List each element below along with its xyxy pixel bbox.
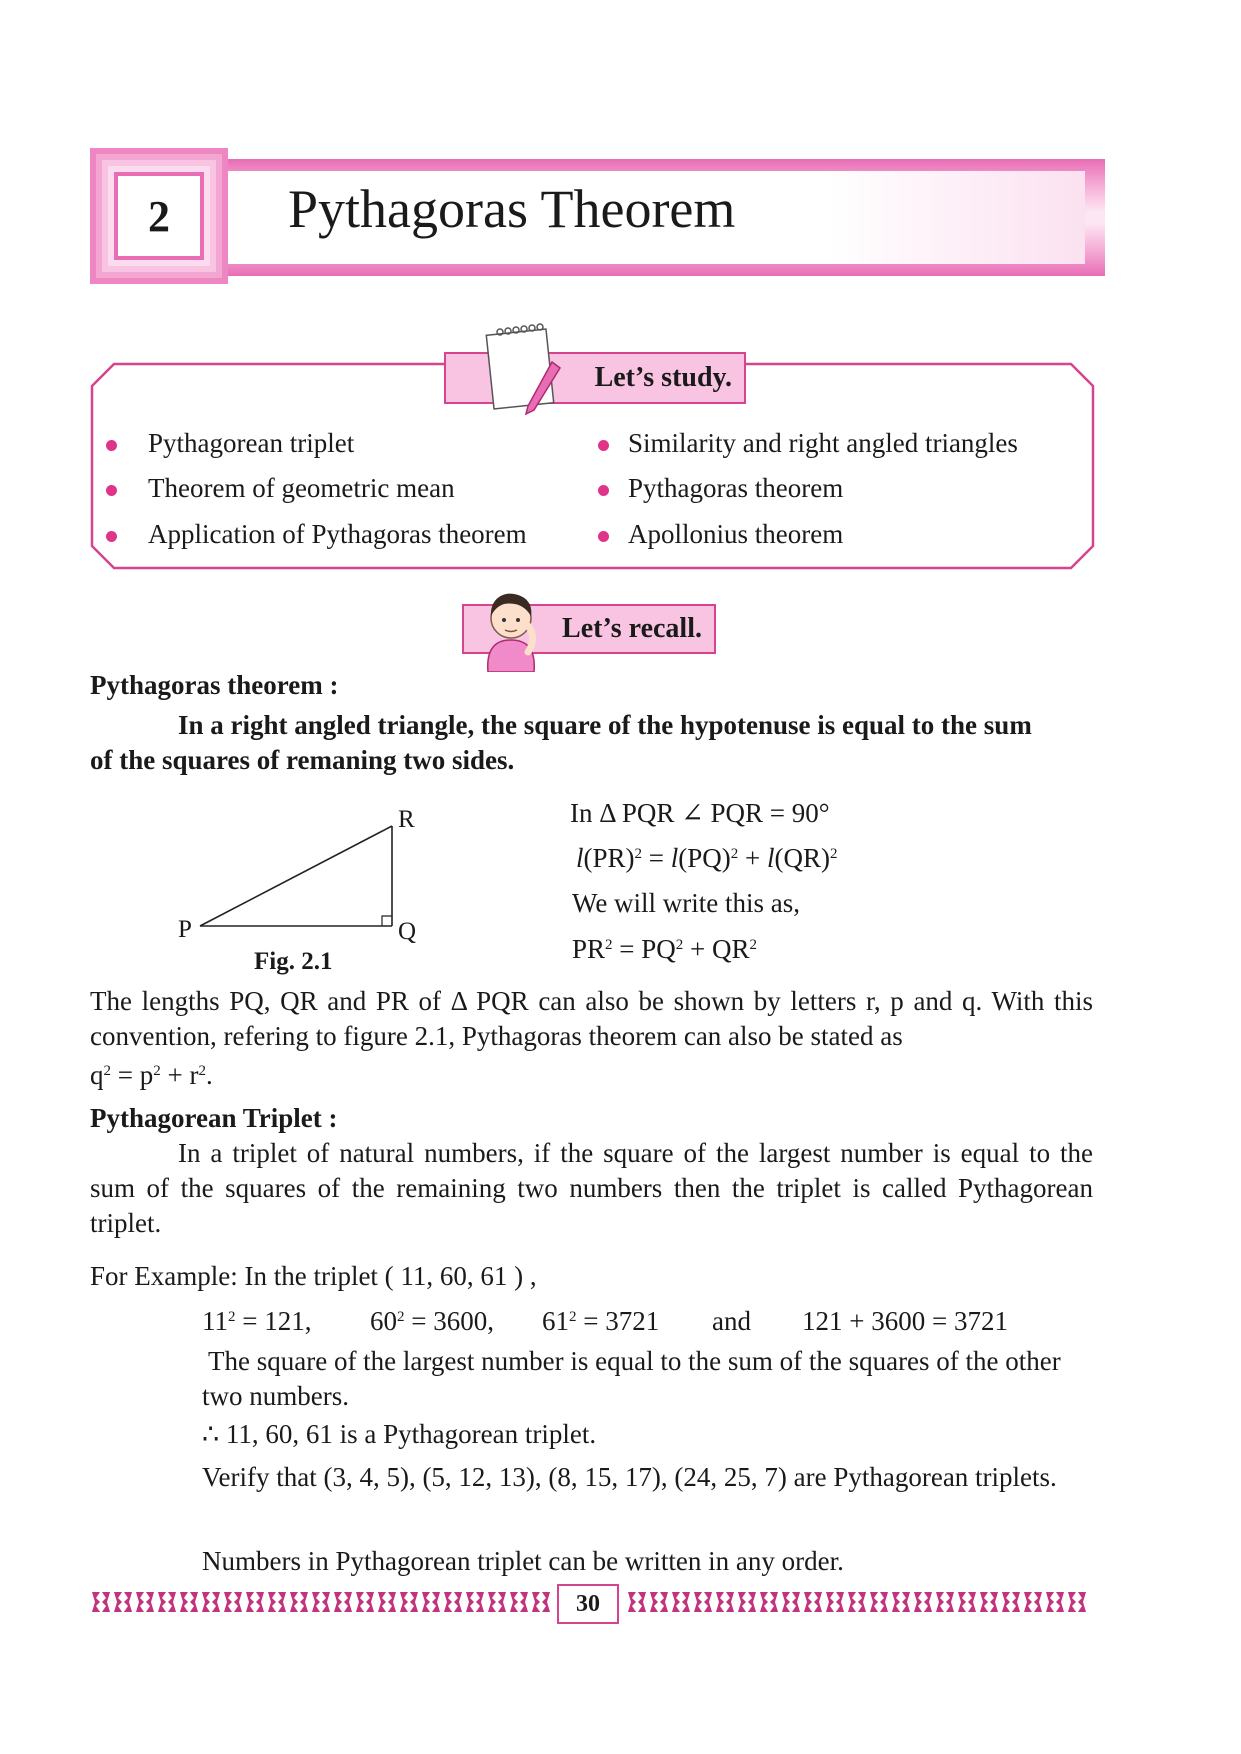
conclusion-text: ∴ 11, 60, 61 is a Pythagorean triplet. <box>202 1419 597 1449</box>
study-item: Apollonius theorem <box>628 519 844 549</box>
footer-ornament-right <box>626 1590 1088 1614</box>
example-intro: For Example: In the triplet ( 11, 60, 61 ) , <box>90 1261 537 1291</box>
triplet-heading: Pythagorean Triplet : <box>90 1103 338 1133</box>
convention-formula: $q^2 = p^2 + r^2$. <box>90 1060 213 1090</box>
lets-recall-label: Let’s recall. <box>462 604 716 654</box>
theorem-heading: Pythagoras theorem : <box>90 670 339 700</box>
thinking-boy-icon <box>478 586 544 672</box>
vertex-label-r: R <box>398 806 415 833</box>
calc-and: and <box>712 1306 751 1336</box>
study-item: Similarity and right angled triangles <box>628 428 1018 458</box>
chapter-number: 2 <box>118 176 200 256</box>
notepad-icon <box>484 322 572 418</box>
verify-text: Verify that (3, 4, 5), (5, 12, 13), (8, 15, 17), (24, 25, 7) are Pythagorean triplets. <box>202 1462 1057 1492</box>
relation-line2: l(PR)$^2$ = l(PQ)$^2$ + l(QR)$^2$ <box>576 843 838 873</box>
calc-61: $61^2 = 3721$ <box>542 1306 660 1336</box>
bullet-dot <box>598 485 609 496</box>
chapter-title: Pythagoras Theorem <box>288 179 736 239</box>
calc-sum: 121 + 3600 = 3721 <box>802 1306 1008 1336</box>
bullet-dot <box>598 440 609 451</box>
convention-paragraph: The lengths PQ, QR and PR of Δ PQR can also be shown by letters r, p and q. With this convention, refering to figure 2.1, Pythagoras theorem can also be stated as <box>90 986 1093 1051</box>
lets-study-label: Let’s study. <box>444 352 746 404</box>
theorem-statement-line2: of the squares of remaning two sides. <box>90 745 515 775</box>
footer-ornament-left <box>90 1590 552 1614</box>
study-item: Pythagoras theorem <box>628 473 844 503</box>
triplet-definition: In a triplet of natural numbers, if the square of the largest number is equal to the sum of the squares of the remaining two numbers then the triplet is called Pythagorean triplet. <box>90 1138 1093 1238</box>
chapter-number-box <box>90 148 228 284</box>
order-note: Numbers in Pythagorean triplet can be written in any order. <box>202 1546 844 1576</box>
page-number: 30 <box>557 1584 619 1624</box>
bullet-dot <box>106 531 117 542</box>
calc-11: $11^2 = 121$, <box>202 1306 312 1336</box>
bullet-dot <box>106 440 117 451</box>
theorem-statement-line1: In a right angled triangle, the square of the hypotenuse is equal to the sum <box>178 710 1032 740</box>
calc-60: $60^2 = 3600$, <box>370 1306 494 1336</box>
explain-text: The square of the largest number is equal to the sum of the squares of the other two numbers. <box>202 1346 1061 1411</box>
relation-line3: We will write this as, <box>572 888 801 918</box>
relation-line1: In Δ PQR ∠ PQR = 90° <box>570 798 830 828</box>
vertex-label-q: Q <box>398 918 417 945</box>
figure-caption: Fig. 2.1 <box>254 948 333 975</box>
study-item: Theorem of geometric mean <box>148 473 455 503</box>
study-item: Pythagorean triplet <box>148 428 355 458</box>
vertex-label-p: P <box>178 916 192 943</box>
bullet-dot <box>598 531 609 542</box>
study-item: Application of Pythagoras theorem <box>148 519 527 549</box>
bullet-dot <box>106 485 117 496</box>
relation-line4: $PR^2 = PQ^2 + QR^2$ <box>572 934 758 964</box>
